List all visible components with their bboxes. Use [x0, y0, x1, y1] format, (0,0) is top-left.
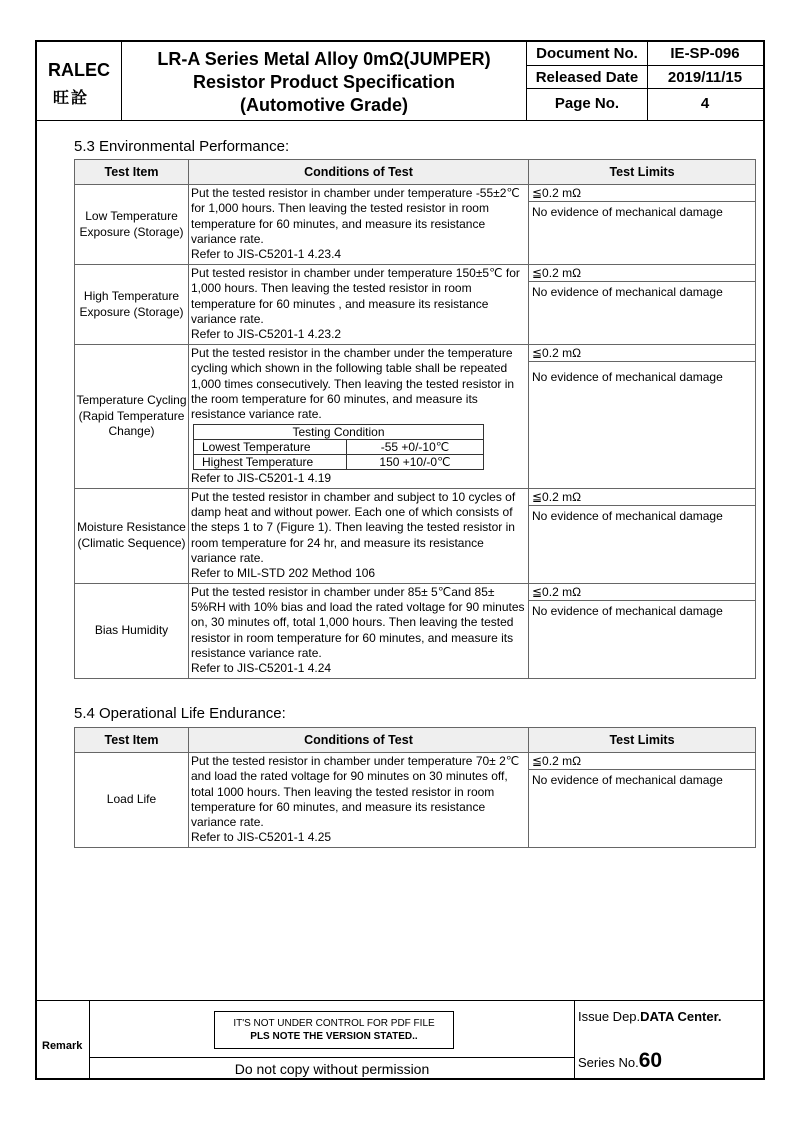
- document-footer: [37, 1000, 763, 1079]
- remark-cell: [37, 1001, 90, 1079]
- conditions-text: Put the tested resistor in chamber under temperature -55±2℃ for 1,000 hours. Then leaving the tested resistor in room temperature for 60 minutes, and measure its resistance variance rate.: [191, 186, 520, 246]
- conditions-text: Put the tested resistor in chamber under temperature 70± 2℃ and load the rated voltage for 90 minutes on 30 minutes off, total 1000 hours. Then leaving the tested resistor in room temperature for 60 minutes, and measure its resistance variance rate.: [191, 754, 520, 830]
- conditions-text: Put tested resistor in chamber under temperature 150±5℃ for 1,000 hours. Then leaving the tested resistor in room temperature for 60 minutes , and measure its resistance variance rate.: [191, 266, 520, 326]
- resistance-limit: ≦0.2 mΩ: [529, 584, 755, 601]
- test-limits: [529, 265, 756, 345]
- issue-label: Issue Dep.: [578, 1009, 641, 1024]
- title-line-2: Resistor Product Specification: [192, 72, 456, 92]
- meta-row-released: [526, 65, 763, 89]
- issue-department: [578, 1009, 722, 1024]
- section-title-operational-life: 5.4 Operational Life Endurance:: [74, 705, 286, 722]
- test-item: Low Temperature Exposure (Storage): [75, 185, 189, 265]
- table-header-row: [75, 728, 756, 753]
- resistance-limit: ≦0.2 mΩ: [529, 753, 755, 770]
- test-item: Temperature Cycling (Rapid Temperature Change): [75, 345, 189, 489]
- doc-no-label: Document No.: [526, 42, 648, 65]
- table-row: [75, 583, 756, 678]
- mechanical-limit: No evidence of mechanical damage: [532, 370, 723, 384]
- test-item: Bias Humidity: [75, 583, 189, 678]
- test-limits: [529, 753, 756, 848]
- col-conditions: Conditions of Test: [189, 728, 529, 753]
- test-limits: [529, 345, 756, 489]
- document-header: [37, 42, 763, 121]
- resistance-limit: ≦0.2 mΩ: [529, 185, 755, 202]
- title-line-3: (Automotive Grade): [239, 95, 408, 115]
- test-limits: [529, 488, 756, 583]
- notice-line-1: IT'S NOT UNDER CONTROL FOR PDF FILE: [233, 1018, 435, 1029]
- notice-line-2: PLS NOTE THE VERSION STATED..: [250, 1031, 418, 1042]
- testing-condition-table: [193, 424, 484, 470]
- test-conditions: [189, 488, 529, 583]
- test-item: High Temperature Exposure (Storage): [75, 265, 189, 345]
- col-test-limits: Test Limits: [529, 160, 756, 185]
- meta-row-doc-no: [526, 42, 763, 65]
- reference-text: Refer to MIL-STD 202 Method 106: [191, 566, 376, 581]
- footer-info: [575, 1001, 763, 1079]
- mechanical-limit: No evidence of mechanical damage: [532, 205, 723, 219]
- test-limits: [529, 583, 756, 678]
- table-row: [75, 265, 756, 345]
- lowest-temperature-value: -55 +0/-10℃: [347, 440, 484, 455]
- page-no-label: Page No.: [526, 89, 648, 121]
- test-conditions: [189, 753, 529, 848]
- resistance-limit: ≦0.2 mΩ: [529, 265, 755, 282]
- resistance-limit: ≦0.2 mΩ: [529, 345, 755, 362]
- reference-text: Refer to JIS-C5201-1 4.25: [191, 830, 332, 845]
- highest-temperature-label: Highest Temperature: [194, 455, 347, 470]
- series-label: Series No.: [578, 1055, 639, 1070]
- col-test-item: Test Item: [75, 728, 189, 753]
- environmental-table: [74, 159, 756, 679]
- test-conditions: [189, 583, 529, 678]
- conditions-text: Put the tested resistor in chamber and subject to 10 cycles of damp heat and without power. Each one of which consists of the steps 1 to 7 (Figure 1). Then leaving the tested resistor in room temperature for 24 hr, and measure its resistance variance rate.: [191, 489, 516, 565]
- company-logo: [37, 42, 122, 120]
- table-header-row: [75, 160, 756, 185]
- meta-row-page: [526, 88, 763, 121]
- highest-temperature-value: 150 +10/-0℃: [347, 455, 484, 470]
- col-conditions: Conditions of Test: [189, 160, 529, 185]
- test-conditions: [189, 185, 529, 265]
- document-title: [122, 48, 526, 117]
- logo-text: RALEC: [48, 60, 110, 80]
- test-conditions: [189, 345, 529, 489]
- table-row: [75, 345, 756, 489]
- mechanical-limit: No evidence of mechanical damage: [532, 773, 723, 787]
- test-conditions: [189, 265, 529, 345]
- issue-value: DATA Center.: [640, 1009, 722, 1024]
- pdf-control-notice: [214, 1011, 454, 1049]
- copy-permission-notice: Do not copy without permission: [90, 1057, 574, 1080]
- released-date-label: Released Date: [526, 66, 648, 89]
- table-row: [75, 185, 756, 265]
- page-frame: [35, 40, 765, 1080]
- test-item: Load Life: [75, 753, 189, 848]
- testing-condition-heading: Testing Condition: [194, 425, 484, 440]
- mechanical-limit: No evidence of mechanical damage: [532, 508, 723, 523]
- test-item: Moisture Resistance (Climatic Sequence): [75, 488, 189, 583]
- conditions-text: Put the tested resistor in chamber under 85± 5℃and 85± 5%RH with 10% bias and load the rated voltage for 90 minutes on, 30 minutes off, total 1,000 hours. Then leaving the tested resistor in room temperature for 60 minutes, and measure its resistance variance rate.: [191, 584, 525, 660]
- mechanical-limit: No evidence of mechanical damage: [532, 285, 723, 299]
- page-no-value: 4: [700, 95, 710, 112]
- section-title-environmental: 5.3 Environmental Performance:: [74, 138, 290, 155]
- table-row: [75, 488, 756, 583]
- reference-text: Refer to JIS-C5201-1 4.24: [191, 661, 332, 676]
- released-date-value: 2019/11/15: [667, 69, 743, 86]
- conditions-text: Put the tested resistor in the chamber under the temperature cycling which shown in the following table shall be repeated 1,000 times consecutively. Then leaving the tested resistor in the room temperature for 60 minutes, and measure its resistance variance rate.: [191, 346, 515, 422]
- document-meta: [526, 42, 763, 120]
- mechanical-limit: No evidence of mechanical damage: [532, 603, 723, 618]
- reference-text: Refer to JIS-C5201-1 4.23.2: [191, 327, 342, 342]
- operational-life-table: [74, 727, 756, 848]
- reference-text: Refer to JIS-C5201-1 4.19: [191, 471, 332, 486]
- col-test-item: Test Item: [75, 160, 189, 185]
- logo-chinese-text: 旺詮: [53, 88, 90, 107]
- col-test-limits: Test Limits: [529, 728, 756, 753]
- series-number: [578, 1049, 662, 1073]
- series-value: 60: [638, 1049, 663, 1072]
- resistance-limit: ≦0.2 mΩ: [529, 489, 755, 506]
- table-row: [75, 753, 756, 848]
- title-line-1: LR-A Series Metal Alloy 0mΩ(JUMPER): [157, 49, 491, 69]
- doc-no-value: IE-SP-096: [670, 45, 740, 62]
- test-limits: [529, 185, 756, 265]
- remark-label: Remark: [42, 1040, 83, 1052]
- reference-text: Refer to JIS-C5201-1 4.23.4: [191, 247, 342, 262]
- lowest-temperature-label: Lowest Temperature: [194, 440, 347, 455]
- footer-notice-area: [90, 1001, 575, 1079]
